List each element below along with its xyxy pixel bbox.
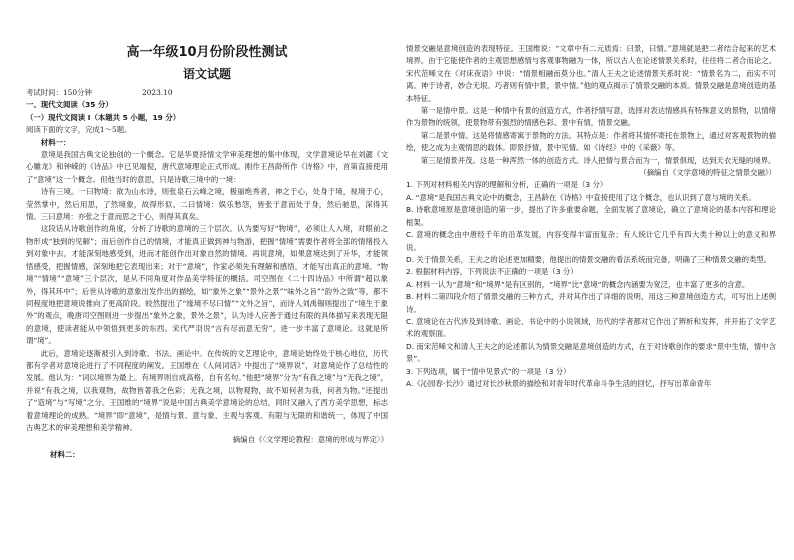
question-1-option-b: B. 诗歌意境原是意境创造的第一步，提出了许多重要命题，全面发展了意境论，确立了意境论的基本内容和理论框架。 <box>406 205 776 227</box>
right-column <box>406 43 776 390</box>
question-1-option-c: C. 意境的概念由中唐经千年的沿革发展，内容变得丰富而复杂；有人统计它几乎有四大类十种以上的意义和界说。 <box>406 230 776 252</box>
instructions: 阅读下面的文字，完成1～5题。 <box>26 125 132 135</box>
question-2-option-d: D. 南宋范晞文和清人王夫之的论述都认为情景交融是意境创造的方式，在于对诗歌创作的要求“景中生情，情中含景”。 <box>406 341 776 364</box>
question-2-option-c: C. 意境论在古代涉及到诗歌、画论、书论中的小说领域，历代的学者都对它作出了辨析和发挥，并开拓了文学艺术的观察面。 <box>406 316 776 339</box>
paragraph: 第一是情中景。这是一种情中有景的创造方式，作者抒情写意，选择对表达情感具有特殊意义的景物，以情绪作为景物的统领，使景物带有强烈的情感色彩。景中有情，情景交融。 <box>406 106 776 128</box>
exam-meta <box>26 87 388 99</box>
paragraph: 第三是情景并茂。这是一种浑然一体的创造方式。诗人把情与景合而为一，情景俱现，达到天衣无缝的境界。 <box>420 155 776 165</box>
paragraph: 诗有三境。一曰物境：欲为山水诗，则张泉石云峰之境，极丽绝秀者，神之于心，处身于境，视境于心，莹然掌中，然后用思，了然境象，故得形似。二曰情境：娱乐愁怨，皆张于意而处于身，然后驰思，深得其情。三曰意境：亦张之于意而思之于心，则得其真矣。 <box>26 187 388 222</box>
question-2-option-a: A. 材料一认为“意境”和“境界”是有区别的，“境界”比“意境”的概念内涵要为宽泛，也丰富了更多的含意。 <box>406 279 750 289</box>
exam-time: 考试时间：150分钟 <box>26 88 92 97</box>
subject-title: 语文试题 <box>182 67 231 81</box>
exam-title: 高一年级10月份阶段性测试 <box>126 45 288 60</box>
section-heading: 一、现代文阅读（35 分） <box>26 100 113 110</box>
left-column <box>26 44 388 461</box>
source-note: （摘编自《文学意境的特征之情景交融》） <box>639 168 776 178</box>
material-two-label: 材料二： <box>50 449 80 459</box>
question-2-stem: 2. 根据材料内容，下列说法不正确的一项是（3 分） <box>406 267 578 277</box>
material-one-label: 材料一： <box>40 137 71 147</box>
exam-date: 2023.10 <box>142 88 173 97</box>
paragraph: 第二是景中情。这是将情感寄寓于景物的方法。其特点是：作者将其情怀寄托在景物上，通过对客观景物的描绘，使之成为主观情思的载体。即景抒情，景中见情。如《诗经》中的《采薇》等。 <box>406 130 776 153</box>
question-3-option-a: A.《沁园春·长沙》通过对长沙秋景的描绘和对青年时代革命斗争生活的回忆，抒写出革命青年 <box>406 378 712 388</box>
paragraph: 意境是我国古典文论独创的一个概念。它是华夏持情文学审美理想的集中体现，文学意境论早在刘勰《文心雕龙》和钟嵘的《诗品》中已见端倪，唐代意境理论正式形成。刚作王昌龄所作《诗格》中，首第直接使用了“意境”这一个概念。但他当时的意思，只是诗歌三境中的一境： <box>26 150 388 184</box>
source-note: 摘编自《〈文学理论教程：意境的形成与界定〉》 <box>232 435 388 445</box>
question-1-option-a: A. “意境”是我国古典文论中的概念，王昌龄在《诗格》中直接使用了这个概念，也认识到了意与境的关系。 <box>406 192 756 202</box>
paragraph: 此后，意境论逐渐被引入到诗歌、书法、画论中。在传统的文艺理论中，意境论始终处于核心地位，历代都有学者对意境论进行了不同程度的阐发。王国维在《人间词话》中提出了“境界说”，对意境论作了总结性的发展。他认为：“词以境界为最上。有境界则自成高格，自有名句。”他把“境界”分为“有我之境”与“无我之境”，并说“有我之境，以我观物，故物皆著我之色彩；无我之境，以物观物，故不知何者为我，何者为物。”还提出了“造境”与“写境”之分。王国维的“境界”说是中国古典美学意境论的总结，同时又融入了西方美学思想，标志着意境理论的成熟。“境界”即“意境”，是情与景、意与象、主观与客观、有限与无限的和谐统一，体现了中国古典艺术的审美理想和美学精神。 <box>26 348 388 432</box>
question-2-option-b: B. 材料二第四段介绍了情景交融的三种方式，并对其作出了详细的说明，用这三种意境创造方式，可写出上述例诗。 <box>406 292 776 314</box>
paragraph: 这段话从诗歌创作的角度，分析了诗歌的意境的三个层次。认为要写好“物境”，必须让人入境，对眼前之物形成“独到的见解”；而后创作自己的情境，才能真正做到神与物游，把握“情境”需要作者将全部的情绪投入到对象中去，才能深刻地感受到，进而才能创作出对象自然的情境。再说意境，如果意境达到了升华，才能领悟感受，把握情感，深刻地把它表现出来；对于“意境”，作家必须先有理解和感悟，才能写出真正的意境。“物境”“情境”“意境”三个层次，是从不同角度对作品美学特征的概括。司空图在《二十四诗品》中所谓“超以象外，得其环中”；后世从诗歌的意象出发作出的描绘，如“象外之象”“景外之景”“味外之旨”“韵外之致”等，都不同程度地把意境说推向了更高阶段。皎然提出了“缘境不尽曰情”“文外之旨”，而诗人刘禹锡则提出了“境生于象外”的观点，晚唐司空图则进一步提出“象外之象，景外之景”，认为诗人应善于通过有限的具体描写来表现无限的意境，使读者能从中领悟到更多的东西。宋代严羽说“言有尽而意无穷”，进一步丰富了意境论。这就是所谓“境”。 <box>26 224 388 346</box>
question-3-stem: 3. 下列选项，属于“情中见景式”的一项是（3 分） <box>406 366 571 376</box>
question-1-stem: 1. 下列对材料相关内容的理解和分析，正确的一项是（3 分） <box>406 180 608 190</box>
paragraph: 情景交融是意境创造的表现特征。王国维说：“文章中有二元质焉：曰景，曰情。”意境就是把二者结合起来的艺术境界。由于它能使作者的主观思想感情与客观事物融为一体，所以古人在论述情景关系时，往往将二者合而论之。宋代范晞文在《对床夜语》中说：“情景相融而莫分也。”清人王夫之论述情景关系时说：“情景名为二，而实不可离。神于诗者，妙合无垠。巧者则有情中景，景中情。”他的观点揭示了情景交融的本质。情景交融是意境创造的基本特征。 <box>406 44 776 103</box>
question-1-option-d: D. 关于情景关系，王夫之的论述更加精要，他提出的情景交融的看法系统而完备，明确了三种情景交融的类型。 <box>406 254 772 264</box>
subsection-heading: （一）现代文阅读 I（本题共 5 小题，19 分） <box>26 112 181 122</box>
